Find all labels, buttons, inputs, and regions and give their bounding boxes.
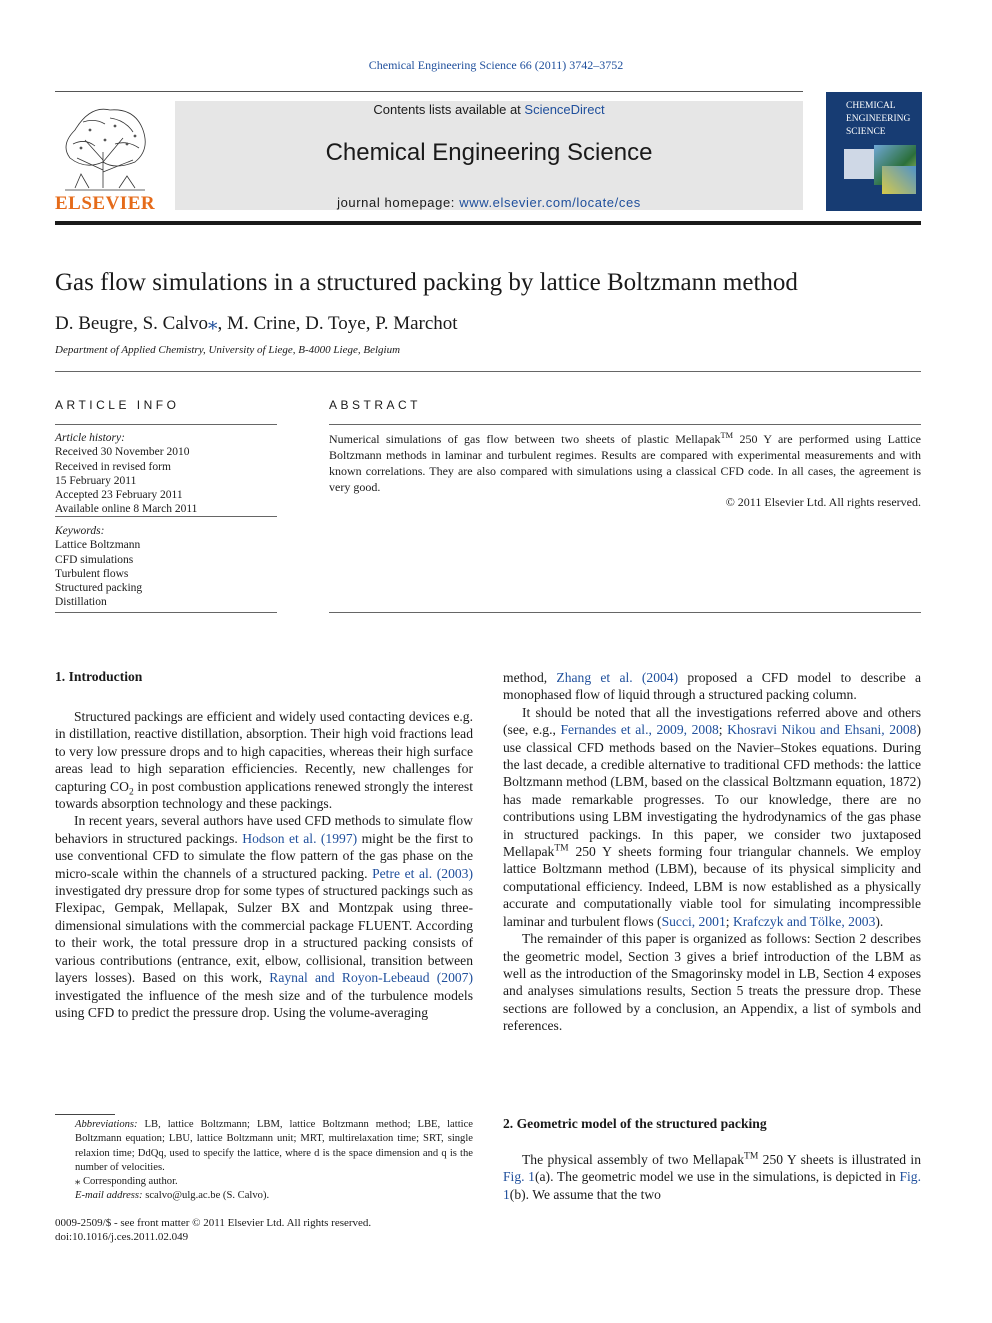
history-item: Received in revised form [55,460,171,473]
top-rule [55,91,803,92]
trademark: TM [744,1151,759,1162]
journal-homepage [175,195,803,210]
text-run: method, [503,670,557,685]
cover-title-line: SCIENCE [846,127,886,137]
cover-title-line: CHEMICAL [846,101,896,111]
footnote-rule [55,1114,115,1115]
trademark: TM [554,843,569,854]
reference-link[interactable]: Krafczyk and Tölke, 2003 [732,913,876,929]
paragraph [55,708,473,812]
text-run: investigated the influence of the mesh size and of the turbulence models using CFD to predict the pressure drop. Using the volume-averaging [55,987,473,1020]
footnote-label: E-mail address: [75,1190,143,1202]
text-run: The physical assembly of two Mellapak [522,1152,744,1167]
sciencedirect-link[interactable]: ScienceDirect [524,102,605,117]
text-run: 250 Y sheets forming four triangular channels. We employ lattice Boltzmann method (LBM), because of its physical simplicity and computational efficiency. Indeed, LBM is now established as a physically accurate and computationally viable tool for simulating incompressible laminar and turbulent flows ( [503,844,921,929]
reference-link[interactable]: Petre et al. (2003) [372,865,474,881]
reference-link[interactable]: Raynal and Royon-Lebeaud (2007) [269,970,473,986]
issn-doi [55,1216,473,1245]
text-run: in post combustion applications renewed strongly the interest towards absorption technology and these packings. [55,778,473,812]
paragraph [503,669,921,704]
divider [329,612,921,613]
history-item: Received 30 November 2010 [55,446,190,459]
abbreviations-footnote [55,1118,473,1175]
text-run: (a). The geometric model we use in the simulations, is depicted in [534,1169,900,1185]
figure-link[interactable]: Fig. 1 [503,1169,921,1202]
cover-image [844,149,878,179]
article-info-heading: ARTICLE INFO [55,398,180,412]
text-run: Structured packings are efficient and widely used contacting devices e.g. in distillation, reactive distillation, absorption. Their high void fractions lead to very low pressure drops and to high capacities, whereas their high surface areas lead to high separation efficiencies. Recently, new challenges for capturing CO [55,709,473,794]
authors-part: D. Beugre, S. Calvo [55,313,209,334]
text-run: ) use classical CFD methods based on the Navier–Stokes equations. During the last decade, a credible alternative to traditional CFD methods: the lattice Boltzmann method (LBM, based on the classical Boltzmann equation, 1872) has made remarkable progresses. To our knowledge, there are no contributions using LBM investigating the hydrodynamics of the gas phase in structured packings. In this paper, we consider two juxtaposed Mellapak [503,722,921,860]
text-run: proposed a CFD model to describe a monophased flow of liquid through a structured packing column. [503,670,922,703]
email-footnote [55,1189,473,1203]
header-divider [55,221,921,225]
abstract-text [329,431,921,495]
copyright-notice: © 2011 Elsevier Ltd. All rights reserved. [725,495,921,509]
footnote-text: LB, lattice Boltzmann; LBM, lattice Boltzmann method; LBE, lattice Boltzmann equation; LBU, lattice Boltzmann unit; MRT, multirelaxation time; SRT, single relaxion time; DdQq, used to specify the lattice, where d is the space dimension and q is the number of velocities. [75,1119,473,1173]
reference-link[interactable]: Hodson et al. (1997) [242,830,358,846]
journal-cover-thumbnail[interactable] [826,92,922,211]
journal-name: Chemical Engineering Science [325,139,653,166]
paragraph [503,1151,921,1203]
reference-link[interactable]: Zhang et al. (2004) [556,670,679,685]
footnote-label: Abbreviations: [75,1119,138,1130]
abstract-part: Numerical simulations of gas flow between two sheets of plastic Mellapak [329,432,721,446]
keywords [55,524,277,610]
text-run: ; [725,913,733,929]
affiliation: Department of Applied Chemistry, University of Liege, B-4000 Liege, Belgium [55,344,401,356]
history-label: Article history: [55,432,125,444]
figure-link[interactable]: Fig. 1 [503,1169,535,1185]
reference-link[interactable]: Fernandes et al., 2009, 2008 [560,722,719,738]
paragraph [503,704,921,930]
cover-image [882,166,916,194]
body-column-left [55,708,473,1021]
homepage-prefix: journal homepage: [337,195,460,210]
divider [55,612,277,613]
divider [55,371,921,372]
text-run: (b). We assume that the two [509,1186,661,1202]
trademark: TM [720,431,734,440]
keyword-item: CFD simulations [55,553,134,566]
text-run: might be the first to use conventional CFD to simulate the flow pattern of the gas phase on the micro-scale within the channels of a structured packing. [55,830,473,881]
body-column-right [503,669,921,1035]
email-address[interactable]: scalvo@ulg.ac.be (S. Calvo). [142,1190,270,1202]
text-run: It should be noted that all the investigations referred above and others (see, e.g., [503,704,921,738]
abstract-part: 250 Y are performed using Lattice Boltzmann methods in laminar and turbulent regimes. Results are compared with experimental measurements and with known correlations. They are also compared with simulations using a classical CFD code. In all cases, the agreement is very good. [329,432,921,494]
authors-part: , M. Crine, D. Toye, P. Marchot [217,313,458,334]
contents-availability [175,102,803,117]
elsevier-wordmark: ELSEVIER [55,193,156,214]
section-heading: 2. Geometric model of the structured packing [503,1116,767,1131]
homepage-link[interactable]: www.elsevier.com/locate/ces [459,195,641,210]
text-run: In recent years, several authors have used CFD methods to simulate flow behaviors in structured packings. [55,813,473,846]
keyword-item: Distillation [55,596,107,609]
keywords-label: Keywords: [55,525,105,537]
contents-prefix: Contents lists available at [373,102,525,117]
body-column-right-section2 [503,1151,921,1203]
journal-citation[interactable]: Chemical Engineering Science 66 (2011) 3742–3752 [368,58,624,72]
divider [55,424,277,425]
keyword-item: Turbulent flows [55,567,129,580]
subscript: 2 [128,787,134,798]
paragraph: The remainder of this paper is organized as follows: Section 2 describes the geometric model, Section 3 gives a brief introduction of the LBM as well as the introduction of the Smagorinsky model in LB, Section 4 exposes and analyses simulations results, Section 5 treats the pressure drop. These sections are followed by a conclusion, an Appendix, a list of symbols and references. [503,931,921,1034]
footnotes [55,1118,473,1204]
corresponding-author-mark[interactable]: ⁎ [208,313,218,334]
issn-line: 0009-2509/$ - see front matter © 2011 Elsevier Ltd. All rights reserved. [55,1217,372,1229]
text-run: 250 Y sheets is illustrated in [758,1152,921,1167]
keyword-item: Lattice Boltzmann [55,539,141,552]
text-run: investigated dry pressure drop for some types of structured packings such as Flexipac, Gempak, Mellapak, Sulzer BX and Montzpak using three-dimensional simulations with the commercial package FLUENT. According to their work, the total pressure drop in a structured packing consists of various contributions (entrance, exit, elbow, collisional, transition between layers losses). Based on this work, [55,883,473,986]
paragraph [55,812,473,1021]
history-item: Available online 8 March 2011 [55,503,198,516]
text-run: ). [875,913,884,929]
history-item: Accepted 23 February 2011 [55,489,183,502]
cover-title-line: ENGINEERING [846,114,911,124]
author-list [55,312,921,335]
keyword-item: Structured packing [55,582,143,595]
text-run: ; [718,722,728,738]
article-title: Gas flow simulations in a structured packing by lattice Boltzmann method [55,269,798,296]
cover-title [846,100,922,139]
article-history [55,431,277,517]
section-heading: 1. Introduction [55,669,143,684]
corresponding-footnote [55,1175,473,1189]
doi-line[interactable]: doi:10.1016/j.ces.2011.02.049 [55,1231,189,1244]
divider [329,424,921,425]
abstract-heading: ABSTRACT [329,398,422,412]
history-item: 15 February 2011 [55,474,137,487]
footnote-mark: ⁎ [75,1176,81,1188]
reference-link[interactable]: Khosravi Nikou and Ehsani, 2008 [727,722,917,738]
reference-link[interactable]: Succi, 2001 [661,913,726,929]
footnote-text: Corresponding author. [80,1176,178,1188]
